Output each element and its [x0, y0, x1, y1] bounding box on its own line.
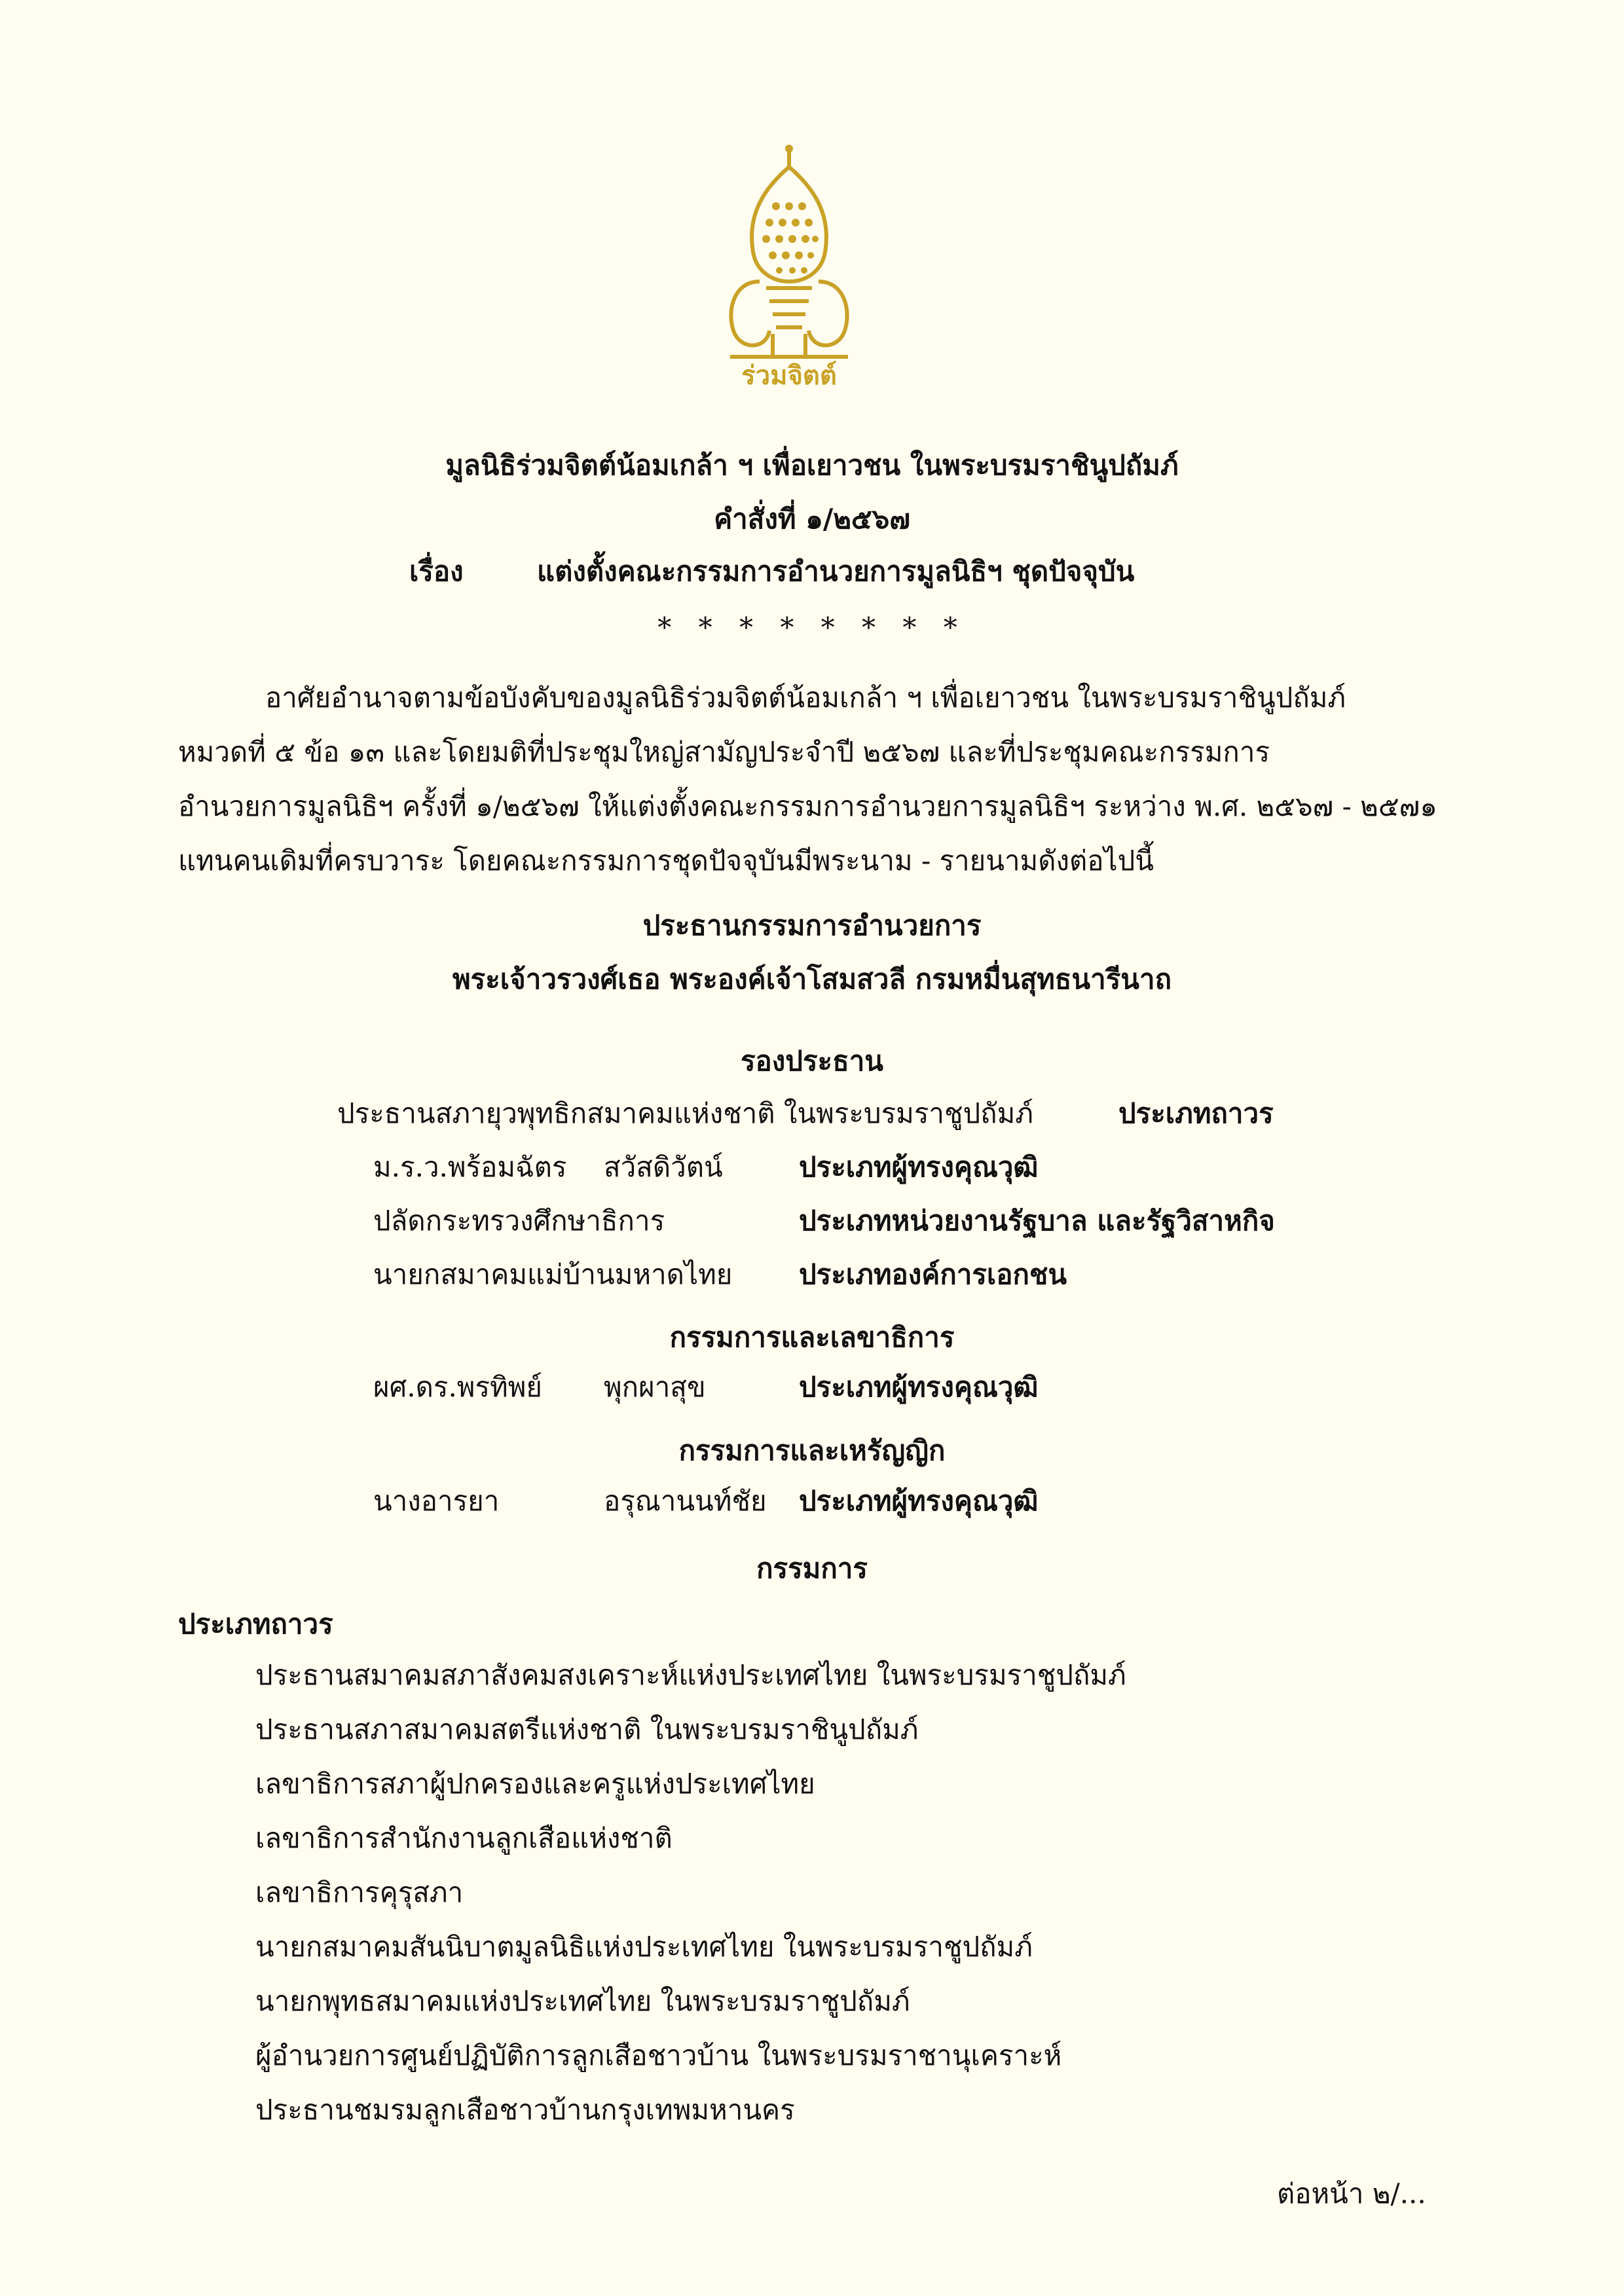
committee-heading: กรรมการ — [756, 1552, 868, 1584]
vice-row-4-type: ประเภทองค์การเอกชน — [799, 1258, 1067, 1290]
vice-row-2-type: ประเภทผู้ทรงคุณวุฒิ — [799, 1151, 1039, 1183]
vice-row-2-name: ม.ร.ว.พร้อมฉัตร — [373, 1151, 567, 1183]
treasurer-surname: อรุณานนท์ชัย — [604, 1485, 767, 1517]
subject-label: เรื่อง — [409, 555, 464, 587]
committee-member-8: ผู้อำนวยการศูนย์ปฏิบัติการลูกเสือชาวบ้าน ในพระบรมราชานุเคราะห์ — [255, 2039, 1062, 2071]
vice-row-1-name: ประธานสภายุวพุทธิกสมาคมแห่งชาติ ในพระบรมราชูปถัมภ์ — [337, 1097, 1033, 1129]
committee-member-7: นายกพุทธสมาคมแห่งประเทศไทย ในพระบรมราชูปถัมภ์ — [255, 1985, 910, 2017]
treasurer-heading: กรรมการและเหรัญญิก — [678, 1434, 946, 1467]
committee-member-4: เลขาธิการสำนักงานลูกเสือแห่งชาติ — [255, 1822, 673, 1854]
royal-emblem-icon — [720, 141, 858, 390]
vice-row-1-type: ประเภทถาวร — [1118, 1097, 1274, 1129]
secretary-surname: พุกผาสุข — [604, 1371, 706, 1403]
continue-note: ต่อหน้า ๒/... — [1277, 2178, 1426, 2210]
secretary-type: ประเภทผู้ทรงคุณวุฒิ — [799, 1371, 1039, 1403]
committee-member-2: ประธานสภาสมาคมสตรีแห่งชาติ ในพระบรมราชินูปถัมภ์ — [255, 1713, 919, 1745]
vice-row-3-name: ปลัดกระทรวงศึกษาธิการ — [373, 1205, 665, 1237]
order-number: คำสั่งที่ ๑/๒๕๖๗ — [714, 503, 910, 535]
committee-category: ประเภทถาวร — [178, 1608, 333, 1640]
treasurer-name: นางอารยา — [373, 1485, 500, 1517]
vice-row-3-type: ประเภทหน่วยงานรัฐบาล และรัฐวิสาหกิจ — [799, 1205, 1275, 1237]
chair-heading: ประธานกรรมการอำนวยการ — [642, 909, 982, 941]
body-line-2: หมวดที่ ๕ ข้อ ๑๓ และโดยมติที่ประชุมใหญ่สามัญประจำปี ๒๕๖๗ และที่ประชุมคณะกรรมการ — [178, 736, 1270, 768]
body-line-4: แทนคนเดิมที่ครบวาระ โดยคณะกรรมการชุดปัจจุบันมีพระนาม - รายนามดังต่อไปนี้ — [178, 845, 1154, 877]
emblem-label: ร่วมจิตต์ — [741, 361, 837, 390]
secretary-heading: กรรมการและเลขาธิการ — [669, 1321, 955, 1353]
vice-row-4-name: นายกสมาคมแม่บ้านมหาดไทย — [373, 1258, 733, 1290]
star-divider: * * * * * * * * — [657, 611, 967, 644]
chair-name: พระเจ้าวรวงศ์เธอ พระองค์เจ้าโสมสวลี กรมหมื่นสุทธนารีนาถ — [452, 963, 1172, 995]
foundation-title: มูลนิธิร่วมจิตต์น้อมเกล้า ฯ เพื่อเยาวชน ในพระบรมราชินูปถัมภ์ — [445, 449, 1179, 481]
committee-member-1: ประธานสมาคมสภาสังคมสงเคราะห์แห่งประเทศไทย ในพระบรมราชูปถัมภ์ — [255, 1659, 1126, 1691]
committee-member-3: เลขาธิการสภาผู้ปกครองและครูแห่งประเทศไทย — [255, 1768, 815, 1800]
vice-heading: รองประธาน — [741, 1045, 883, 1077]
secretary-name: ผศ.ดร.พรทิพย์ — [373, 1371, 543, 1403]
committee-member-5: เลขาธิการคุรุสภา — [255, 1876, 464, 1908]
body-line-3: อำนวยการมูลนิธิฯ ครั้งที่ ๑/๒๕๖๗ ให้แต่งตั้งคณะกรรมการอำนวยการมูลนิธิฯ ระหว่าง พ.ศ. ๒๕๖๗ - ๒๕๗๑ — [178, 790, 1437, 822]
committee-member-9: ประธานชมรมลูกเสือชาวบ้านกรุงเทพมหานคร — [255, 2094, 795, 2126]
treasurer-type: ประเภทผู้ทรงคุณวุฒิ — [799, 1485, 1039, 1517]
subject-text: แต่งตั้งคณะกรรมการอำนวยการมูลนิธิฯ ชุดปัจจุบัน — [537, 555, 1135, 587]
committee-member-6: นายกสมาคมสันนิบาตมูลนิธิแห่งประเทศไทย ในพระบรมราชูปถัมภ์ — [255, 1931, 1033, 1963]
body-line-1: อาศัยอำนาจตามข้อบังคับของมูลนิธิร่วมจิตต์น้อมเกล้า ฯ เพื่อเยาวชน ในพระบรมราชินูปถัมภ์ — [265, 682, 1346, 714]
vice-row-2-surname: สวัสดิวัตน์ — [604, 1151, 723, 1183]
